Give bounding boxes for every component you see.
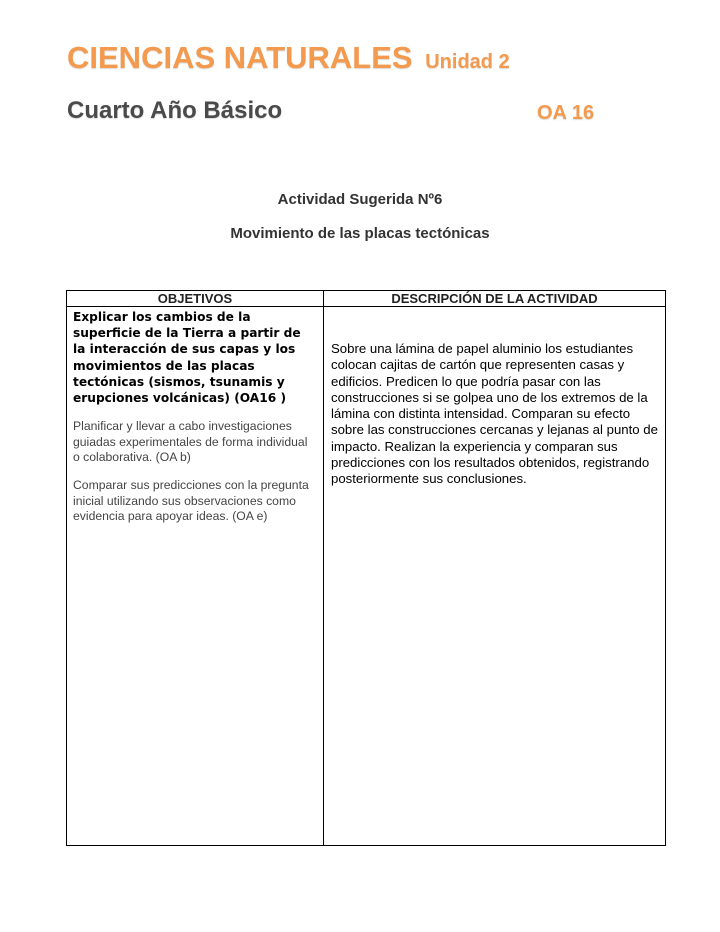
unit-label: Unidad 2 [425,51,510,73]
activity-description: Sobre una lámina de papel aluminio los estudiantes colocan cajitas de cartón que representen casas y edificios. Predicen lo que podría pasar con las construcciones si se golpea uno de los extremos de la lámina con distinta intensidad. Comparan su efecto sobre las construcciones cercanas y lejanas al punto de impacto. Realizan la experiencia y comparan sus predicciones con los resultados obtenidos, registrando posteriormente sus conclusiones. [331,341,658,487]
main-objective: Explicar los cambios de la superficie de la Tierra a partir de la interacción de sus capas y los movimientos de las placas tectónicas (sismos, tsunamis y erupciones volcánicas) (OA16 ) [73,310,301,406]
subject-name: CIENCIAS NATURALES [67,40,413,75]
skill-objective: Comparar sus predicciones con la pregunta inicial utilizando sus observaciones como evidencia para apoyar ideas. (OA e) [73,478,309,524]
grade-level: Cuarto Año Básico [67,97,283,124]
activity-subtitle: Movimiento de las placas tectónicas [230,225,490,242]
skill-objective: Planificar y llevar a cabo investigaciones guiadas experimentales de forma individual o colaborativa. (OA b) [73,419,308,465]
description-cell [324,307,666,846]
activity-title: Actividad Sugerida Nº6 [277,191,443,208]
subject-title [67,40,510,76]
objectives-cell [67,307,324,846]
table-row [67,307,666,846]
oa-code: OA 16 [537,102,595,124]
description-header: DESCRIPCIÓN DE LA ACTIVIDAD [324,291,666,307]
objectives-header: OBJETIVOS [67,291,324,307]
activity-table [66,290,666,846]
table-header-row [67,291,666,307]
